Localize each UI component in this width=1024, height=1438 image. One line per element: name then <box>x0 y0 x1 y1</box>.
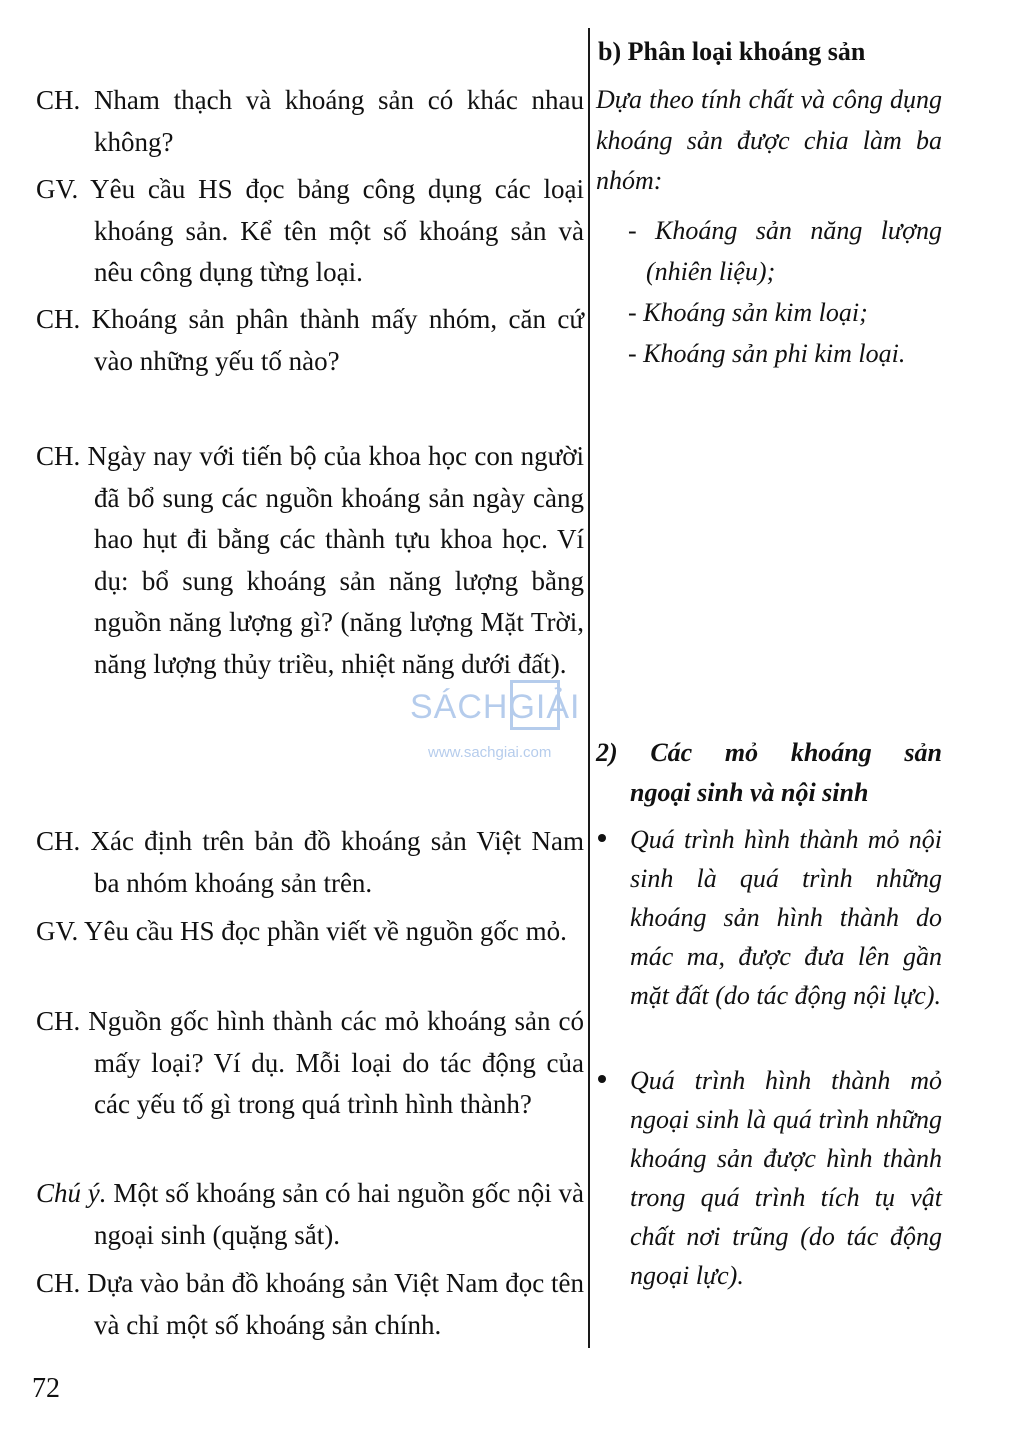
entry-text: Dựa vào bản đồ khoáng sản Việt Nam đọc tên và chỉ một số khoáng sản chính. <box>80 1268 584 1340</box>
entry-prefix: CH. <box>36 85 81 115</box>
teacher-instruction-entry <box>36 169 584 294</box>
watermark-url: www.sachgiai.com <box>428 744 552 761</box>
entry-text: Nguồn gốc hình thành các mỏ khoáng sản có mấy loại? Ví dụ. Mỗi loại do tác động của các yếu tố gì trong quá trình hình thành? <box>80 1006 584 1119</box>
bullet-icon <box>598 834 606 842</box>
bullet-text: Quá trình hình thành mỏ ngoại sinh là quá trình những khoáng sản được hình thành trong quá trình tích tụ vật chất nơi trũng (do tác động ngoại lực). <box>630 1066 942 1290</box>
entry-prefix: CH. <box>36 1268 81 1298</box>
entry-text: Khoáng sản phân thành mấy nhóm, căn cứ vào những yếu tố nào? <box>80 304 584 376</box>
section-2-heading <box>596 733 942 813</box>
entry-prefix: CH. <box>36 441 81 471</box>
question-entry <box>36 1001 584 1126</box>
list-item: - Khoáng sản năng lượng (nhiên liệu); <box>628 216 942 286</box>
entry-prefix: CH. <box>36 826 81 856</box>
bullet-text: Quá trình hình thành mỏ nội sinh là quá trình những khoáng sản hình thành do mác ma, được đưa lên gần mặt đất (do tác động nội lực). <box>630 825 942 1010</box>
question-entry <box>36 1263 584 1346</box>
entry-text: Xác định trên bản đồ khoáng sản Việt Nam ba nhóm khoáng sản trên. <box>80 826 584 898</box>
entry-text: Ngày nay với tiến bộ của khoa học con người đã bổ sung các nguồn khoáng sản ngày càng hao hụt đi bằng các thành tựu khoa học. Ví dụ: bổ sung khoáng sản năng lượng bằng nguồn năng lượng gì? (năng lượng Mặt Trời, năng lượng thủy triều, nhiệt năng dưới đất). <box>80 441 584 679</box>
teacher-instruction-entry <box>36 911 584 953</box>
entry-prefix: GV. <box>36 174 79 204</box>
watermark <box>410 680 620 770</box>
list-item: - Khoáng sản kim loại; <box>628 298 868 327</box>
page-number: 72 <box>32 1373 60 1404</box>
entry-prefix: Chú ý. <box>36 1178 107 1208</box>
question-entry <box>36 436 584 685</box>
section-2-heading-line2: ngoại sinh và nội sinh <box>630 778 869 807</box>
list-item: - Khoáng sản phi kim loại. <box>628 339 906 368</box>
section-b-intro: Dựa theo tính chất và công dụng khoáng sản được chia làm ba nhóm: <box>596 85 942 195</box>
entry-text: Nham thạch và khoáng sản có khác nhau không? <box>80 85 584 157</box>
entry-text: Yêu cầu HS đọc phần viết về nguồn gốc mỏ. <box>78 916 567 946</box>
section-2-heading-line1: 2) Các mỏ khoáng sản <box>596 738 942 767</box>
question-entry <box>36 821 584 904</box>
list-item <box>596 820 942 1015</box>
question-entry <box>36 80 584 163</box>
mineral-groups-list <box>628 210 942 374</box>
bullet-icon <box>598 1075 606 1083</box>
note-entry <box>36 1173 584 1256</box>
question-entry <box>36 299 584 382</box>
entry-prefix: CH. <box>36 304 81 334</box>
watermark-brand: SÁCHGIẢI <box>410 688 581 726</box>
section-b-heading: b) Phân loại khoáng sản <box>598 37 866 66</box>
list-item <box>596 1061 942 1295</box>
entry-prefix: GV. <box>36 916 79 946</box>
entry-prefix: CH. <box>36 1006 81 1036</box>
entry-text: Yêu cầu HS đọc bảng công dụng các loại khoáng sản. Kể tên một số khoáng sản và nêu công dụng từng loại. <box>78 174 584 287</box>
entry-text: Một số khoáng sản có hai nguồn gốc nội và ngoại sinh (quặng sắt). <box>94 1178 584 1250</box>
